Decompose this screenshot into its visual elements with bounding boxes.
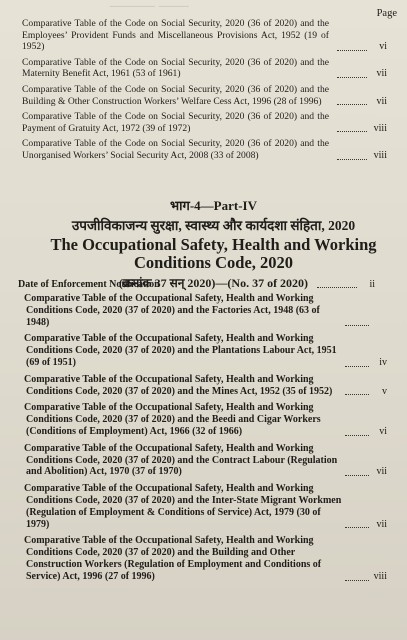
- leader-dots: [345, 394, 369, 395]
- entry-text: Comparative Table of the Occupational Safety, Health and Working Conditions Code, 2020 (37 of 2020) and the Plantations Labour Act, 1951 (69 of 1951): [24, 333, 337, 368]
- page-column-header: Page: [376, 8, 397, 19]
- entry-page: vi: [379, 425, 387, 437]
- entry-page: vii: [376, 95, 387, 107]
- entry-page: v: [382, 385, 387, 397]
- entry-text: Date of Enforcement Notification: [18, 279, 160, 290]
- contents-entry: [14, 443, 395, 478]
- act-number: (क्रमांक 37 सन् 2020)—(No. 37 of 2020): [118, 276, 309, 290]
- contents-entry: [14, 483, 395, 530]
- entry-page: iv: [379, 356, 387, 368]
- contents-entry: [22, 18, 393, 53]
- show-through-text: ――― ――: [110, 0, 189, 14]
- entry-text: Comparative Table of the Code on Social Security, 2020 (36 of 2020) and the Payment of Gratuity Act, 1972 (39 of 1972): [22, 111, 329, 134]
- hindi-code-title: उपजीविकाजन्य सुरक्षा, स्वास्थ्य और कार्यदशा संहिता, 2020: [71, 218, 356, 233]
- entry-text: Comparative Table of the Code on Social Security, 2020 (36 of 2020) and the Unorganised Workers’ Social Security Act, 2008 (33 of 2008): [22, 138, 329, 161]
- date-of-enforcement-entry: [18, 279, 393, 290]
- contents-entry: [22, 138, 393, 161]
- leader-dots: [337, 104, 367, 105]
- leader-dots: [345, 325, 369, 326]
- contents-entry: [22, 84, 393, 107]
- entry-text: Comparative Table of the Occupational Safety, Health and Working Conditions Code, 2020 (37 of 2020) and the Contract Labour (Regulation and Abolition) Act, 1970 (37 of 1970): [24, 442, 338, 478]
- entry-page: vii: [376, 68, 387, 80]
- entry-page: vii: [376, 518, 387, 530]
- leader-dots: [317, 287, 357, 288]
- entry-page: viii: [373, 122, 387, 134]
- leader-dots: [345, 527, 369, 528]
- entry-text: Comparative Table of the Occupational Safety, Health and Working Conditions Code, 2020 (37 of 2020) and the Factories Act, 1948 (63 of 1948): [24, 293, 320, 328]
- leader-dots: [337, 50, 367, 51]
- entry-text: Comparative Table of the Occupational Safety, Health and Working Conditions Code, 2020 (37 of 2020) and the Beedi and Cigar Workers (Conditions of Employment) Act, 1966 (32 of 1966): [24, 402, 321, 437]
- contents-entry: [14, 402, 395, 437]
- leader-dots: [345, 580, 369, 581]
- contents-entry: [14, 374, 395, 398]
- part-label: भाग-4—Part-IV: [170, 198, 257, 213]
- entry-text: Comparative Table of the Code on Social Security, 2020 (36 of 2020) and the Maternity Benefit Act, 1961 (53 of 1961): [22, 56, 329, 80]
- contents-entry: [22, 57, 393, 80]
- contents-list-occupational-safety: [14, 293, 395, 588]
- entry-page: vii: [376, 466, 387, 478]
- entry-page: viii: [373, 149, 387, 161]
- entry-text: Comparative Table of the Code on Social Security, 2020 (36 of 2020) and the Employees’ Provident Funds and Miscellaneous Provisions Act, 1952 (19 of 1952): [22, 18, 329, 53]
- leader-dots: [337, 77, 367, 78]
- entry-text: Comparative Table of the Occupational Safety, Health and Working Conditions Code, 2020 (37 of 2020) and the Inter-State Migrant Workmen (Regulation of Employment & Conditions of Service) Act, 1979 (30 of 1979): [24, 483, 342, 530]
- leader-dots: [345, 475, 369, 476]
- entry-page: vi: [379, 41, 387, 53]
- contents-entry: [14, 333, 395, 368]
- part-heading: [40, 196, 387, 291]
- entry-page: ii: [369, 279, 375, 290]
- entry-page: viii: [373, 570, 387, 582]
- contents-list-social-security: [22, 18, 393, 166]
- contents-entry: [14, 535, 395, 582]
- leader-dots: [337, 159, 367, 160]
- contents-entry: [22, 111, 393, 134]
- entry-text: Comparative Table of the Code on Social Security, 2020 (36 of 2020) and the Building & Other Construction Workers’ Welfare Cess Act, 1996 (28 of 1996): [22, 83, 329, 107]
- english-code-title: The Occupational Safety, Health and Working Conditions Code, 2020: [50, 235, 377, 272]
- leader-dots: [337, 131, 367, 132]
- entry-text: Comparative Table of the Occupational Safety, Health and Working Conditions Code, 2020 (37 of 2020) and the Mines Act, 1952 (35 of 1952): [24, 373, 333, 397]
- entry-text: Comparative Table of the Occupational Safety, Health and Working Conditions Code, 2020 (37 of 2020) and the Building and Other Construction Workers (Regulation of Employment and Conditions of Service) Act, 1996 (27 of 1996): [24, 535, 322, 582]
- leader-dots: [345, 435, 369, 436]
- leader-dots: [345, 366, 369, 367]
- contents-entry: [14, 293, 395, 328]
